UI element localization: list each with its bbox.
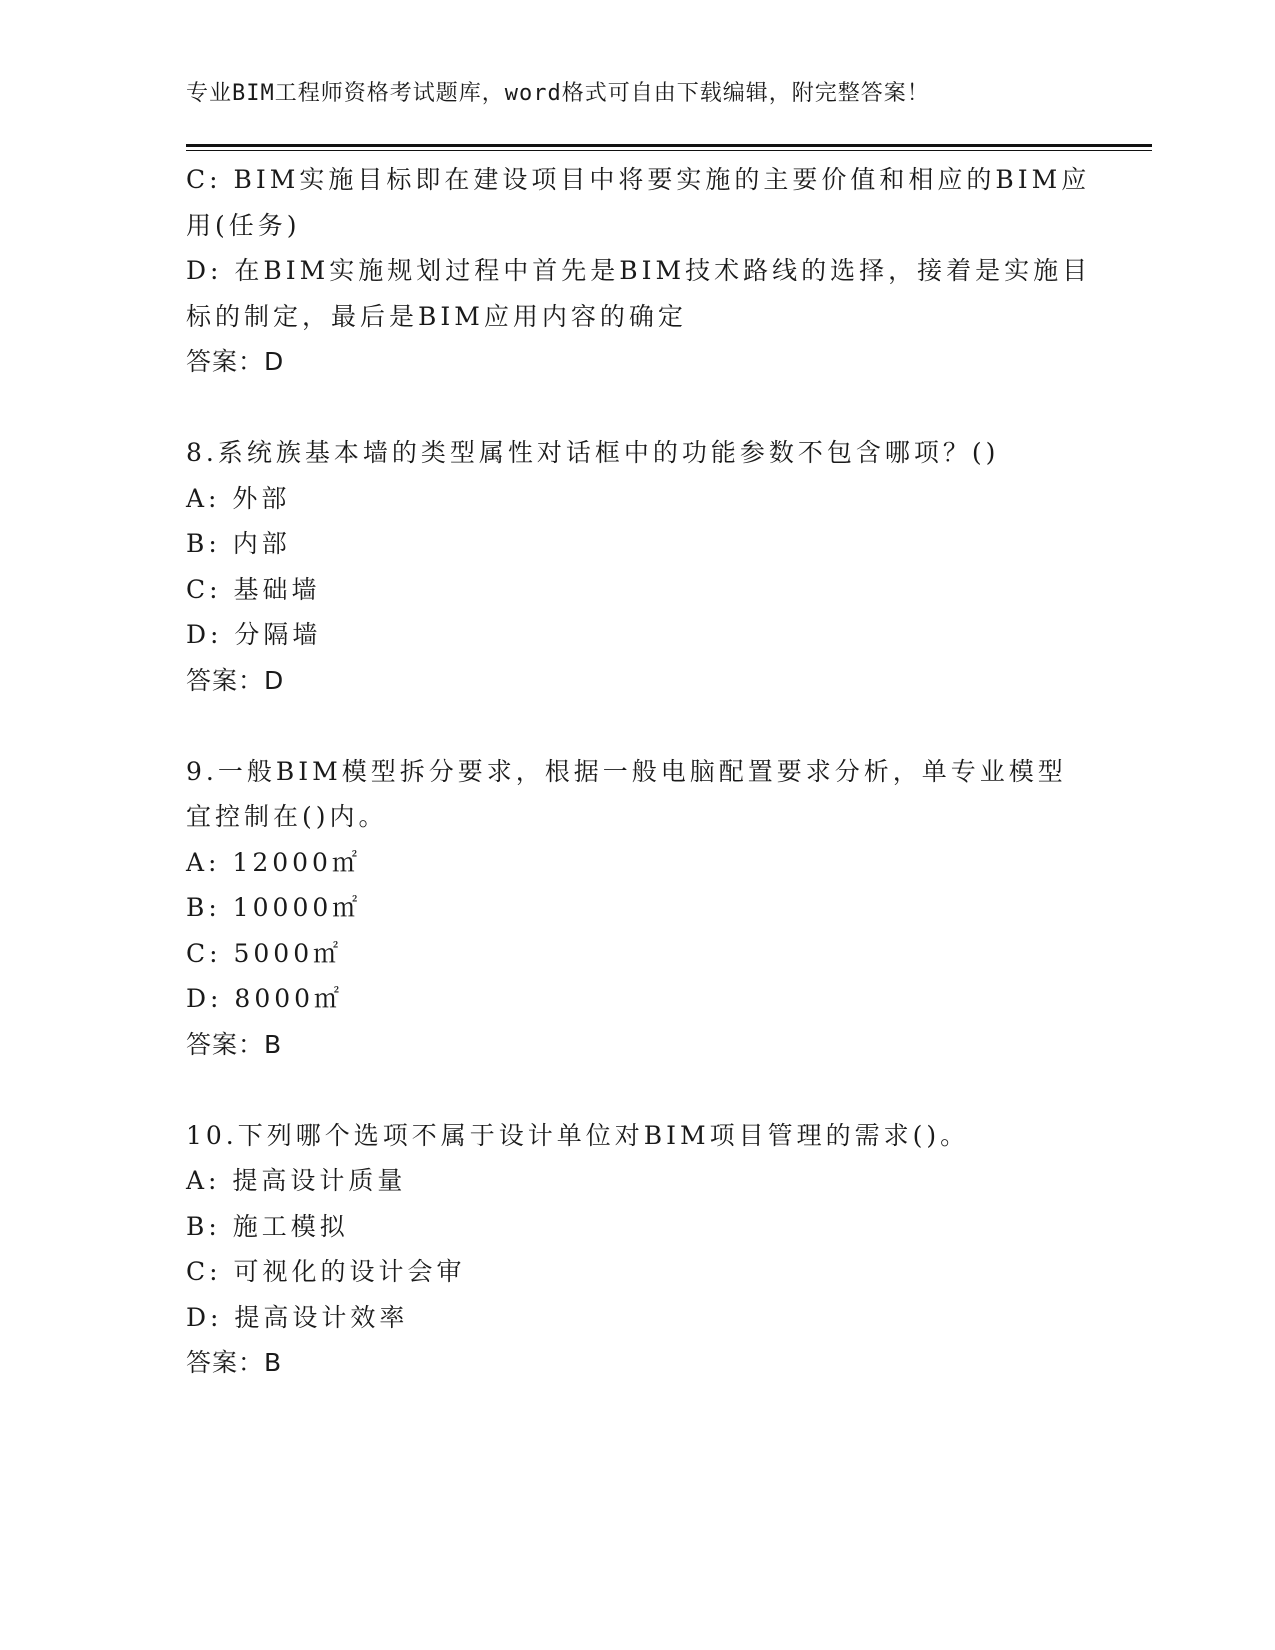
q9-option-c: C: 5000㎡ (186, 938, 343, 968)
q9-option-d: D: 8000㎡ (186, 984, 344, 1013)
q7-option-d-line2: 标的制定，最后是BIM应用内容的确定 (186, 301, 687, 331)
q10-stem: 10.下列哪个选项不属于设计单位对BIM项目管理的需求()。 (186, 1120, 970, 1150)
q10-answer: 答案：B (186, 1348, 283, 1377)
q9-stem-line2: 宜控制在()内。 (186, 802, 388, 831)
q9-stem-line1: 9.一般BIM模型拆分要求，根据一般电脑配置要求分析，单专业模型 (186, 756, 1067, 786)
q8-option-c: C: 基础墙 (186, 574, 321, 604)
question-content (186, 157, 1092, 1386)
q9-answer: 答案：B (186, 1029, 283, 1059)
q9-option-a: A: 12000㎡ (186, 847, 361, 877)
spacer (186, 703, 1066, 749)
header-rule-thick (186, 144, 1152, 147)
q7-option-c-line2: 用(任务) (186, 210, 301, 240)
header-rule-thin (186, 150, 1152, 151)
q10-option-a: A: 提高设计质量 (186, 1166, 407, 1195)
q8-option-d: D: 分隔墙 (186, 620, 322, 649)
q7-answer: 答案：D (186, 347, 285, 376)
q7-option-c-line1: C: BIM实施目标即在建设项目中将要实施的主要价值和相应的BIM应 (186, 165, 1091, 194)
q10-option-d: D: 提高设计效率 (186, 1302, 409, 1332)
q9-option-b: B: 10000㎡ (186, 893, 362, 922)
q10-option-c: C: 可视化的设计会审 (186, 1257, 466, 1286)
q8-option-b: B: 内部 (186, 529, 291, 558)
spacer (186, 385, 1066, 431)
q10-option-b: B: 施工模拟 (186, 1211, 349, 1241)
page-header: 专业BIM工程师资格考试题库，word格式可自由下载编辑，附完整答案！ (186, 81, 930, 106)
q8-option-a: A: 外部 (186, 483, 291, 513)
q7-option-d-line1: D: 在BIM实施规划过程中首先是BIM技术路线的选择，接着是实施目 (186, 256, 1092, 285)
spacer (186, 1067, 1066, 1113)
q8-stem: 8.系统族基本墙的类型属性对话框中的功能参数不包含哪项？() (186, 438, 1000, 467)
q8-answer: 答案：D (186, 665, 285, 695)
